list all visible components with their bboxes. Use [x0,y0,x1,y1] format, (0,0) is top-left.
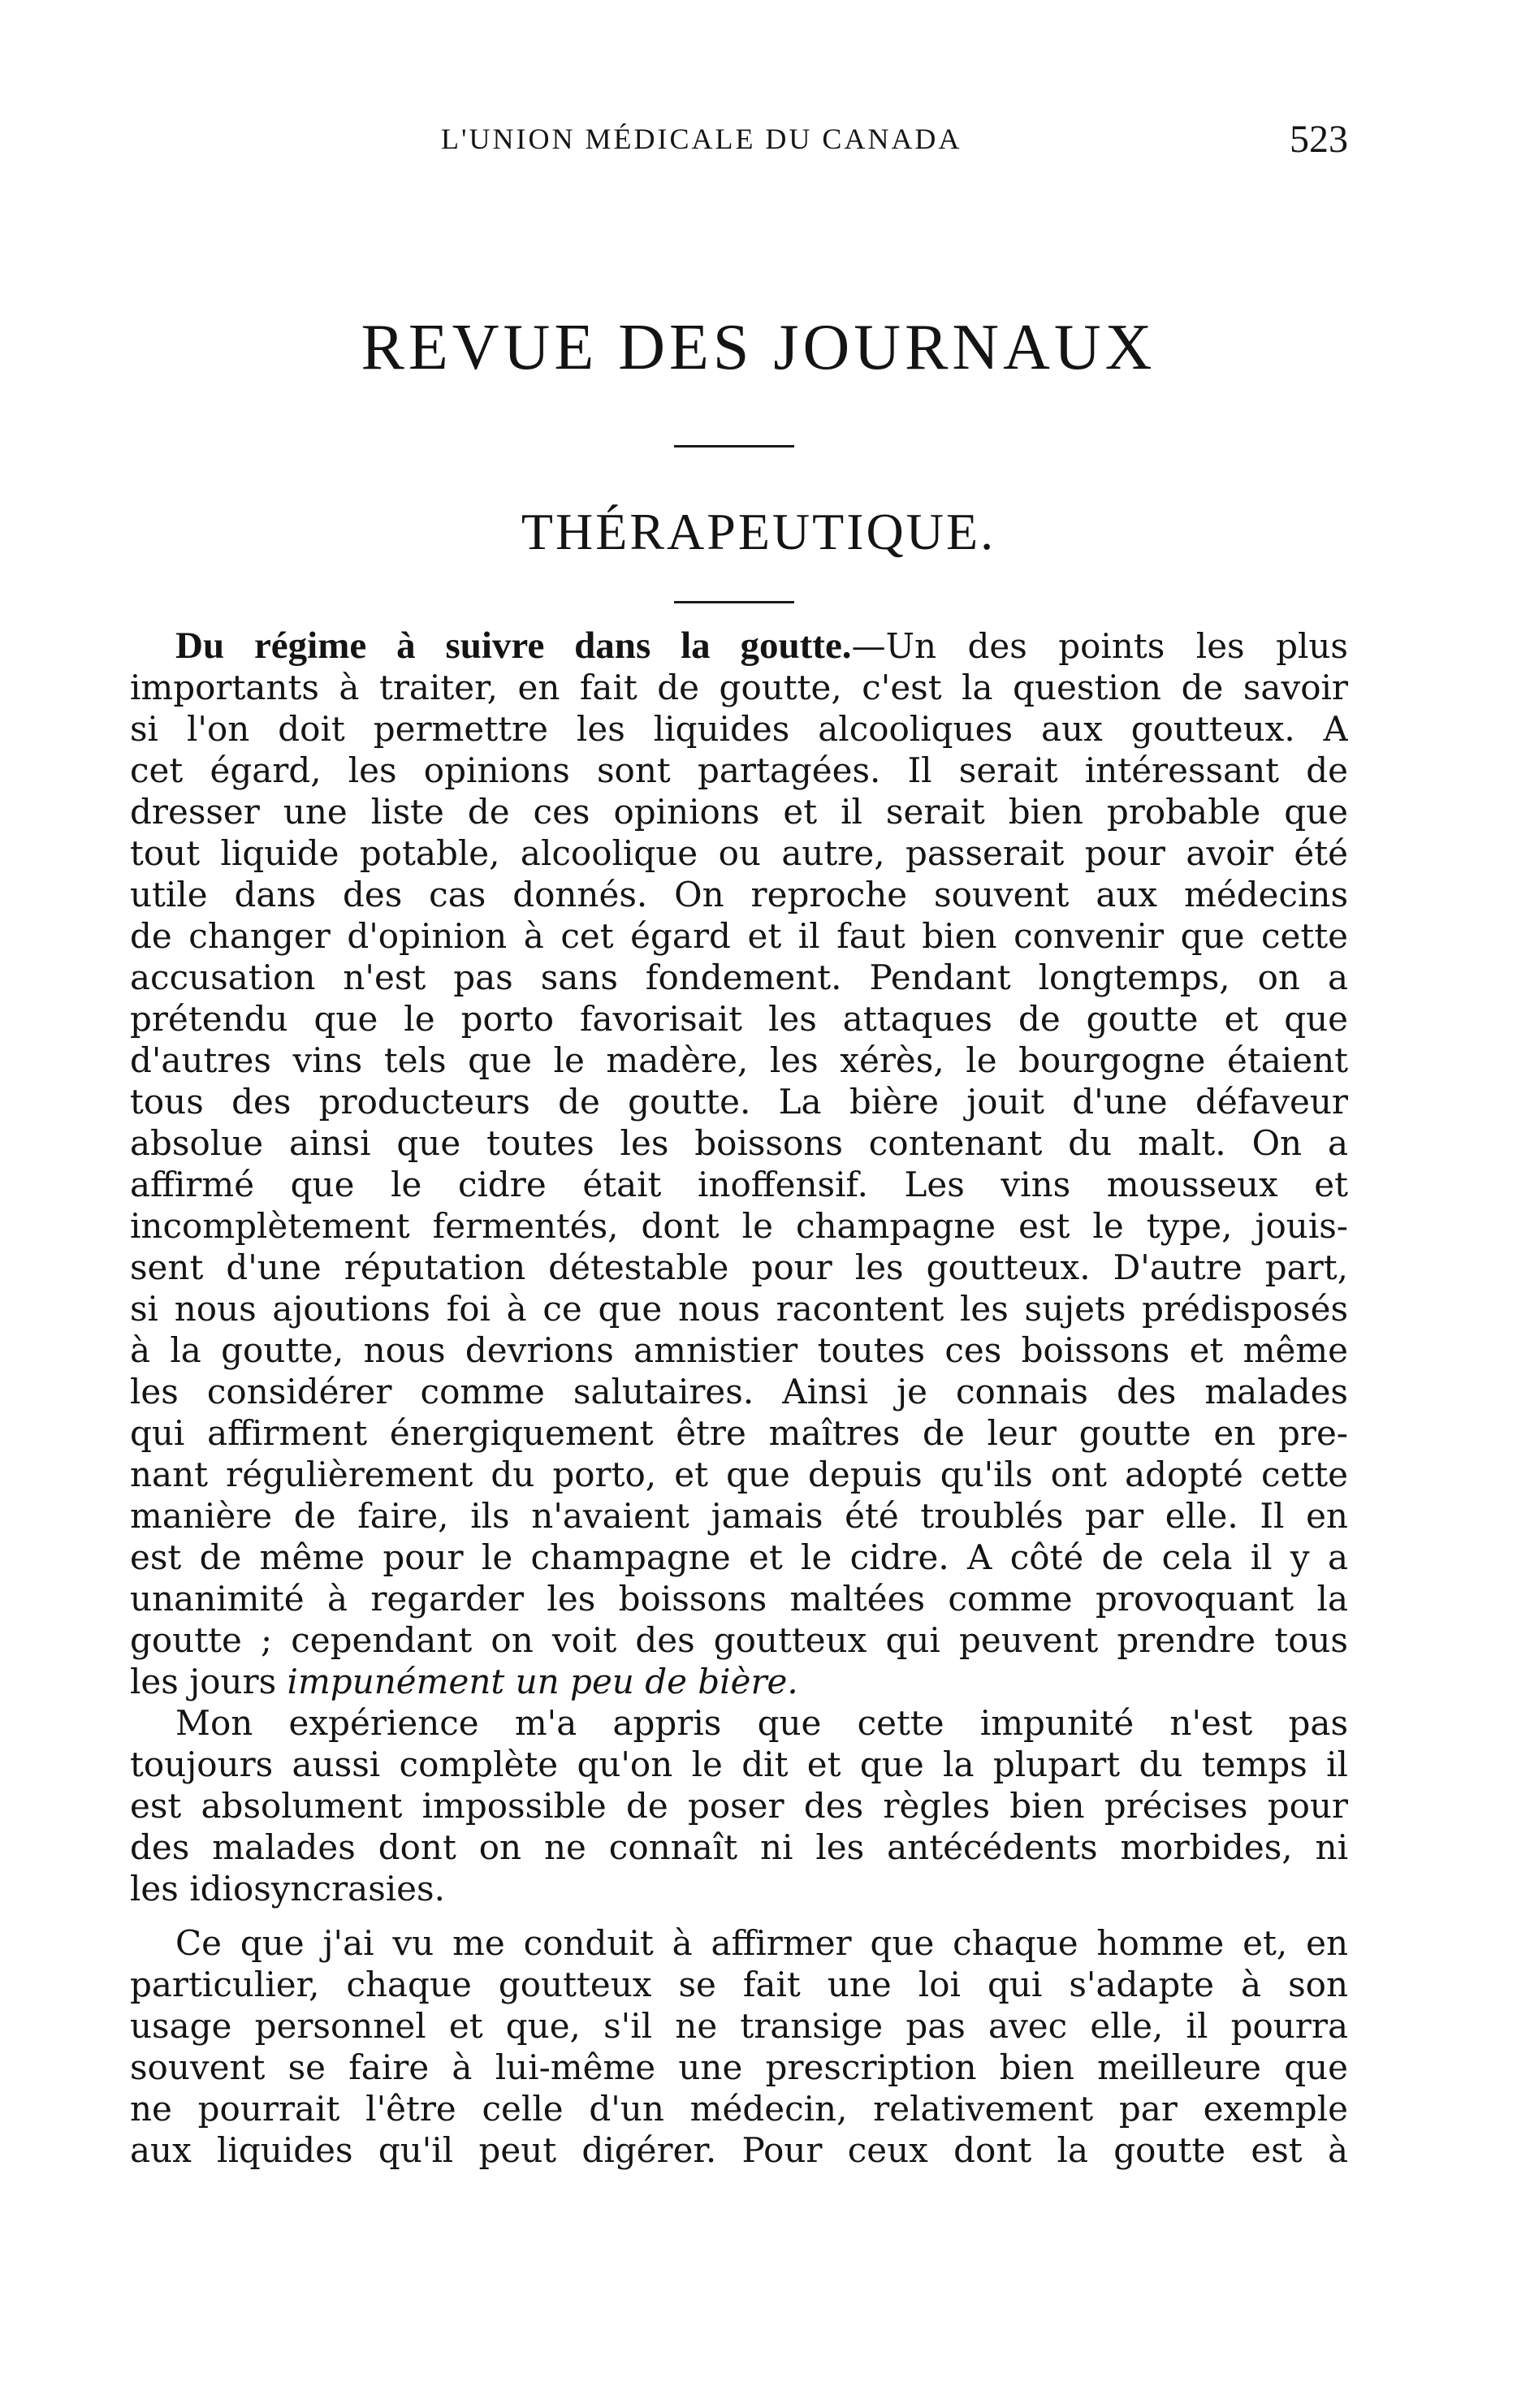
text-line: usage personnel et que, s'il ne transige pas avec elle, il pourra [130,2006,1348,2046]
text-line: nant régulièrement du porto, et que depuis qu'ils ont adopté cette [130,1455,1348,1494]
title-divider-top [674,445,794,447]
text-line: affirmé que le cidre était inoffensif. Les vins mousseux et [130,1165,1348,1204]
text-line: tout liquide potable, alcoolique ou autre, passerait pour avoir été [130,833,1348,873]
article-body [130,625,1348,2171]
text-line-last [130,1661,1348,1702]
text-line: incomplètement fermentés, dont le champagne est le type, jouis- [130,1206,1348,1246]
text-line: Ce que j'ai vu me conduit à affirmer que chaque homme et, en [175,1923,1348,1963]
last-line-start: les jours [130,1662,287,1701]
article-first-line [130,625,1348,667]
text-line: dresser une liste de ces opinions et il serait bien probable que [130,792,1348,832]
running-head [130,118,1348,171]
text-line: à la goutte, nous devrions amnistier toutes ces boissons et même [130,1330,1348,1370]
text-line: absolue ainsi que toutes les boissons contenant du malt. On a [130,1123,1348,1163]
text-line: des malades dont on ne connaît ni les antécédents morbides, ni [130,1827,1348,1867]
text-line: les considérer comme salutaires. Ainsi je connais des malades [130,1372,1348,1412]
text-line: goutte ; cependant on voit des goutteux qui peuvent prendre tous [130,1620,1348,1660]
text-line: aux liquides qu'il peut digérer. Pour ceux dont la goutte est à [130,2130,1348,2170]
text-line: sent d'une réputation détestable pour les goutteux. D'autre part, [130,1247,1348,1287]
paragraph-2 [130,1702,1348,1909]
paragraph-3 [130,1922,1348,2171]
text-line: accusation n'est pas sans fondement. Pendant longtemps, on a [130,958,1348,997]
text-line: utile dans des cas donnés. On reproche souvent aux médecins [130,875,1348,914]
text-line: si l'on doit permettre les liquides alcooliques aux goutteux. A [130,709,1348,749]
text-line: particulier, chaque goutteux se fait une loi qui s'adapte à son [130,1965,1348,2004]
text-line: toujours aussi complète qu'on le dit et que la plupart du temps il [130,1744,1348,1784]
text-line: est de même pour le champagne et le cidre. A côté de cela il y a [130,1537,1348,1577]
text-line: est absolument impossible de poser des règles bien précises pour [130,1786,1348,1826]
article-first-line-rest: —Un des points les plus [851,626,1348,666]
running-title: L'UNION MÉDICALE DU CANADA [441,123,962,155]
paragraph-1 [130,625,1348,1702]
paragraph-gap [130,1909,1348,1922]
article-run-in-title: Du régime à suivre dans la goutte. [175,625,852,667]
text-line: manière de faire, ils n'avaient jamais été troublés par elle. Il en [130,1496,1348,1536]
text-line: unanimité à regarder les boissons maltées comme provoquant la [130,1579,1348,1619]
text-line: qui affirment énergiquement être maîtres de leur goutte en pre- [130,1413,1348,1453]
text-line: d'autres vins tels que le madère, les xérès, le bourgogne étaient [130,1040,1348,1080]
last-line-italic: impunément un peu de bière. [287,1662,798,1701]
page-number: 523 [1290,118,1348,161]
subsection-title: THÉRAPEUTIQUE. [521,503,996,560]
text-line: souvent se faire à lui-même une prescription bien meilleure que [130,2047,1348,2087]
section-title: REVUE DES JOURNAUX [361,312,1156,383]
text-line: de changer d'opinion à cet égard et il faut bien convenir que cette [130,916,1348,956]
text-line: si nous ajoutions foi à ce que nous racontent les sujets prédisposés [130,1289,1348,1329]
title-divider-bottom [674,601,794,603]
text-line: Mon expérience m'a appris que cette impunité n'est pas [175,1703,1348,1743]
text-line: prétendu que le porto favorisait les attaques de goutte et que [130,999,1348,1039]
text-line: ne pourrait l'être celle d'un médecin, relativement par exemple [130,2089,1348,2129]
text-line-last: les idiosyncrasies. [130,1869,445,1909]
text-line: tous des producteurs de goutte. La bière jouit d'une défaveur [130,1082,1348,1122]
text-line: importants à traiter, en fait de goutte, c'est la question de savoir [130,668,1348,707]
text-line: cet égard, les opinions sont partagées. Il serait intéressant de [130,750,1348,790]
